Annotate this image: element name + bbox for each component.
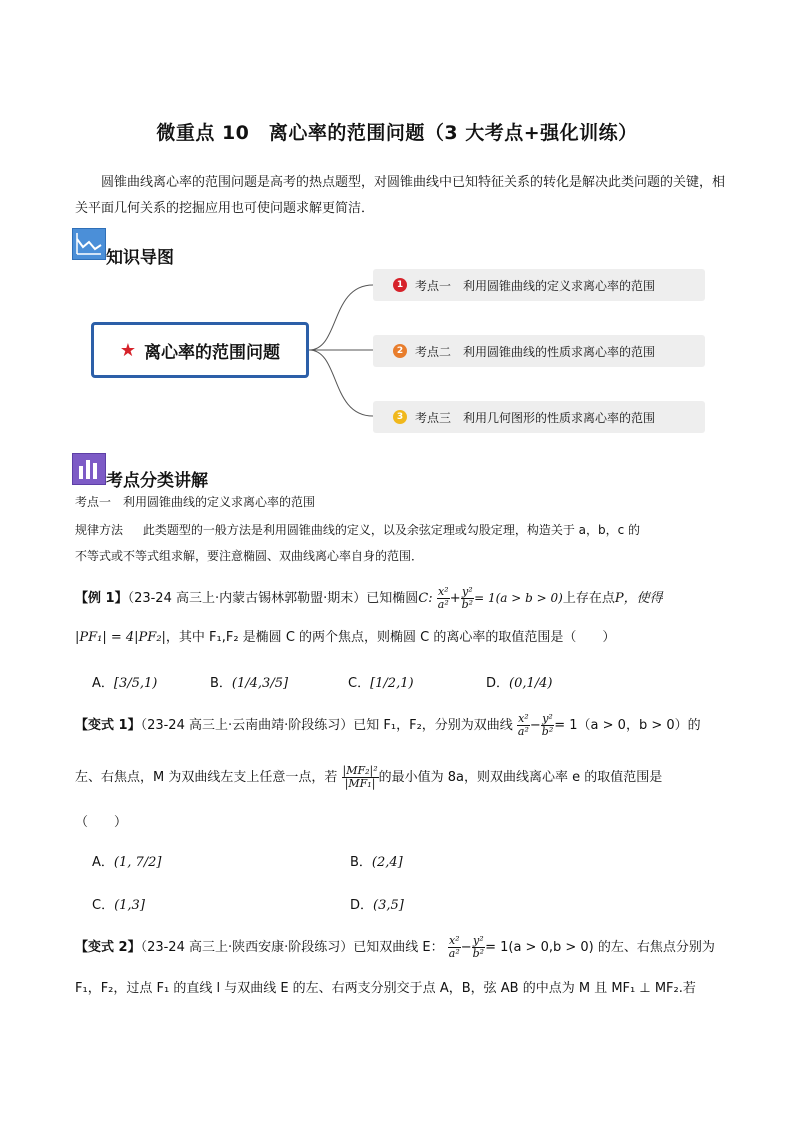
option-label: D． bbox=[486, 676, 510, 691]
kp1-title: 考点一 利用圆锥曲线的定义求离心率的范围 bbox=[75, 495, 316, 509]
option-a[interactable] bbox=[92, 851, 162, 870]
option-a[interactable] bbox=[92, 672, 157, 691]
star-icon: ★ bbox=[119, 339, 137, 361]
example-source: （23-24 高三上·内蒙古锡林郭勒盟·期末） bbox=[127, 591, 367, 606]
condition: (a > b > 0) bbox=[495, 591, 563, 605]
option-value: (3,5] bbox=[373, 898, 404, 913]
variant-tag: 【变式 2】 bbox=[75, 940, 141, 955]
method-text-2: 不等式或不等式组求解，要注意椭圆、双曲线离心率自身的范围． bbox=[75, 549, 424, 563]
fraction: $\frac{\text{x²}}{\text{a²}}$ bbox=[448, 934, 460, 960]
variant-text: 的最小值为 8a，则双曲线离心率 e 的取值范围是 bbox=[378, 770, 663, 785]
variant-text: 左、右焦点，M 为双曲线左支上任意一点，若 bbox=[75, 770, 338, 785]
option-c[interactable] bbox=[92, 894, 145, 913]
variant-2-line1: 【变式 2】（23-24 高三上·陕西安康·阶段练习）已知双曲线 E： $\frac{\text{x²}}{\text{a²}}$ − $\frac{\text{y²}}{\text{b²}}$ = 1(a > 0,b > 0) 的左、右焦点分别为 bbox=[75, 934, 715, 960]
mindmap-root-label: 离心率的范围问题 bbox=[144, 342, 281, 363]
option-label: C． bbox=[92, 898, 115, 913]
fraction: $\frac{\text{x²}}{\text{a²}}$ bbox=[517, 712, 529, 738]
variant-source: （23-24 高三上·陕西安康·阶段练习） bbox=[140, 940, 354, 955]
method-text-1: 此类题型的一般方法是利用圆锥曲线的定义，以及余弦定理或勾股定理，构造关于 a，b，c 的 bbox=[142, 523, 641, 537]
option-c[interactable] bbox=[348, 672, 414, 691]
mindmap-root bbox=[91, 322, 309, 378]
option-value: [3/5,1) bbox=[113, 676, 158, 691]
variant-1-line2 bbox=[75, 765, 662, 790]
mindmap-node-label: 考点一 利用圆锥曲线的定义求离心率的范围 bbox=[415, 278, 656, 293]
option-b[interactable] bbox=[210, 672, 288, 691]
variant-2-line2: F₁，F₂，过点 F₁ 的直线 l 与双曲线 E 的左、右两支分别交于点 A，B，弦 AB 的中点为 M 且 MF₁ ⊥ MF₂.若 bbox=[75, 981, 696, 996]
option-b[interactable] bbox=[350, 851, 403, 870]
number-badge-icon: 3 bbox=[393, 410, 407, 424]
option-value: (2,4] bbox=[371, 855, 403, 870]
fraction: $\frac{\text{y²}}{\text{b²}}$ bbox=[541, 712, 554, 738]
variant-text: 已知双曲线 E： bbox=[353, 940, 444, 955]
variant-tag: 【变式 1】 bbox=[75, 718, 141, 733]
example-text: ，其中 F₁,F₂ 是椭圆 C 的两个焦点，则椭圆 C 的离心率的取值范围是（ ） bbox=[165, 630, 616, 645]
variant-text: 已知 F₁，F₂，分别为双曲线 bbox=[353, 718, 513, 733]
option-label: A． bbox=[92, 676, 114, 691]
variant-source: （23-24 高三上·云南曲靖·阶段练习） bbox=[140, 718, 354, 733]
number-badge-icon: 1 bbox=[393, 278, 407, 292]
math-var: C bbox=[418, 591, 429, 606]
option-d[interactable] bbox=[486, 672, 552, 691]
option-value: (1/4,3/5] bbox=[231, 676, 289, 691]
mindmap-node-1 bbox=[373, 269, 705, 301]
option-d[interactable] bbox=[350, 894, 404, 913]
option-value: (1,3] bbox=[114, 898, 145, 913]
method-label: 规律方法 bbox=[75, 523, 124, 537]
kp1-method bbox=[75, 520, 640, 540]
option-label: B． bbox=[210, 676, 232, 691]
example-1-line2 bbox=[75, 628, 615, 648]
section-heading-knowledge-map: 知识导图 bbox=[106, 248, 174, 268]
fraction: $\frac{\text{y²}}{\text{b²}}$ bbox=[472, 934, 485, 960]
fraction: $\frac{\text{x²}}{\text{a²}}$ bbox=[437, 585, 449, 611]
mindmap-node-label: 考点三 利用几何图形的性质求离心率的范围 bbox=[415, 410, 656, 425]
fraction: $\frac{\text{y²}}{\text{b²}}$ bbox=[461, 585, 474, 611]
bar-chart-icon bbox=[72, 453, 106, 485]
variant-1-paren: （ ） bbox=[75, 815, 128, 830]
example-1-line1: 【例 1】（23-24 高三上·内蒙古锡林郭勒盟·期末）已知椭圆C: $\frac{\text{x²}}{\text{a²}}$ + $\frac{\text{y²}}{\text{b²}}$ = 1(a > b > 0)上存在点P，使得 bbox=[75, 585, 663, 611]
option-value: (0,1/4) bbox=[509, 676, 553, 691]
mindmap-node-label: 考点二 利用圆锥曲线的性质求离心率的范围 bbox=[415, 344, 656, 359]
option-label: A． bbox=[92, 855, 114, 870]
option-label: D． bbox=[350, 898, 374, 913]
example-text: 上存在点 bbox=[562, 591, 615, 606]
variant-1-line1: 【变式 1】（23-24 高三上·云南曲靖·阶段练习）已知 F₁，F₂，分别为双曲线 $\frac{\text{x²}}{\text{a²}}$ − $\frac{\text{y²}}{\text{b²}}$ = 1（a > 0，b > 0）的 bbox=[75, 712, 701, 738]
fraction: $\frac{\text{|MF₂|²}}{\text{|MF₁|}}$ bbox=[342, 764, 378, 790]
option-value: (1, 7/2] bbox=[113, 855, 162, 870]
variant-text: = 1（a > 0，b > 0）的 bbox=[554, 718, 701, 733]
variant-text: = 1(a > 0,b > 0) 的左、右焦点分别为 bbox=[485, 940, 715, 955]
option-label: B． bbox=[350, 855, 372, 870]
math-expr: |PF₁| = 4|PF₂| bbox=[75, 630, 166, 645]
mindmap-node-3 bbox=[373, 401, 705, 433]
section-heading-classified: 考点分类讲解 bbox=[106, 471, 208, 491]
option-label: C． bbox=[348, 676, 371, 691]
option-value: [1/2,1) bbox=[370, 676, 414, 691]
number-badge-icon: 2 bbox=[393, 344, 407, 358]
page-title: 微重点 10 离心率的范围问题（3 大考点+强化训练） bbox=[156, 122, 638, 144]
example-tag: 【例 1】 bbox=[75, 591, 128, 606]
example-text: 已知椭圆 bbox=[366, 591, 419, 606]
intro-paragraph: 圆锥曲线离心率的范围问题是高考的热点题型，对圆锥曲线中已知特征关系的转化是解决此类问题的关键，相关平面几何关系的挖掘应用也可使问题求解更简洁． bbox=[75, 175, 726, 216]
example-text: P，使得 bbox=[614, 591, 663, 606]
mindmap-node-2 bbox=[373, 335, 705, 367]
